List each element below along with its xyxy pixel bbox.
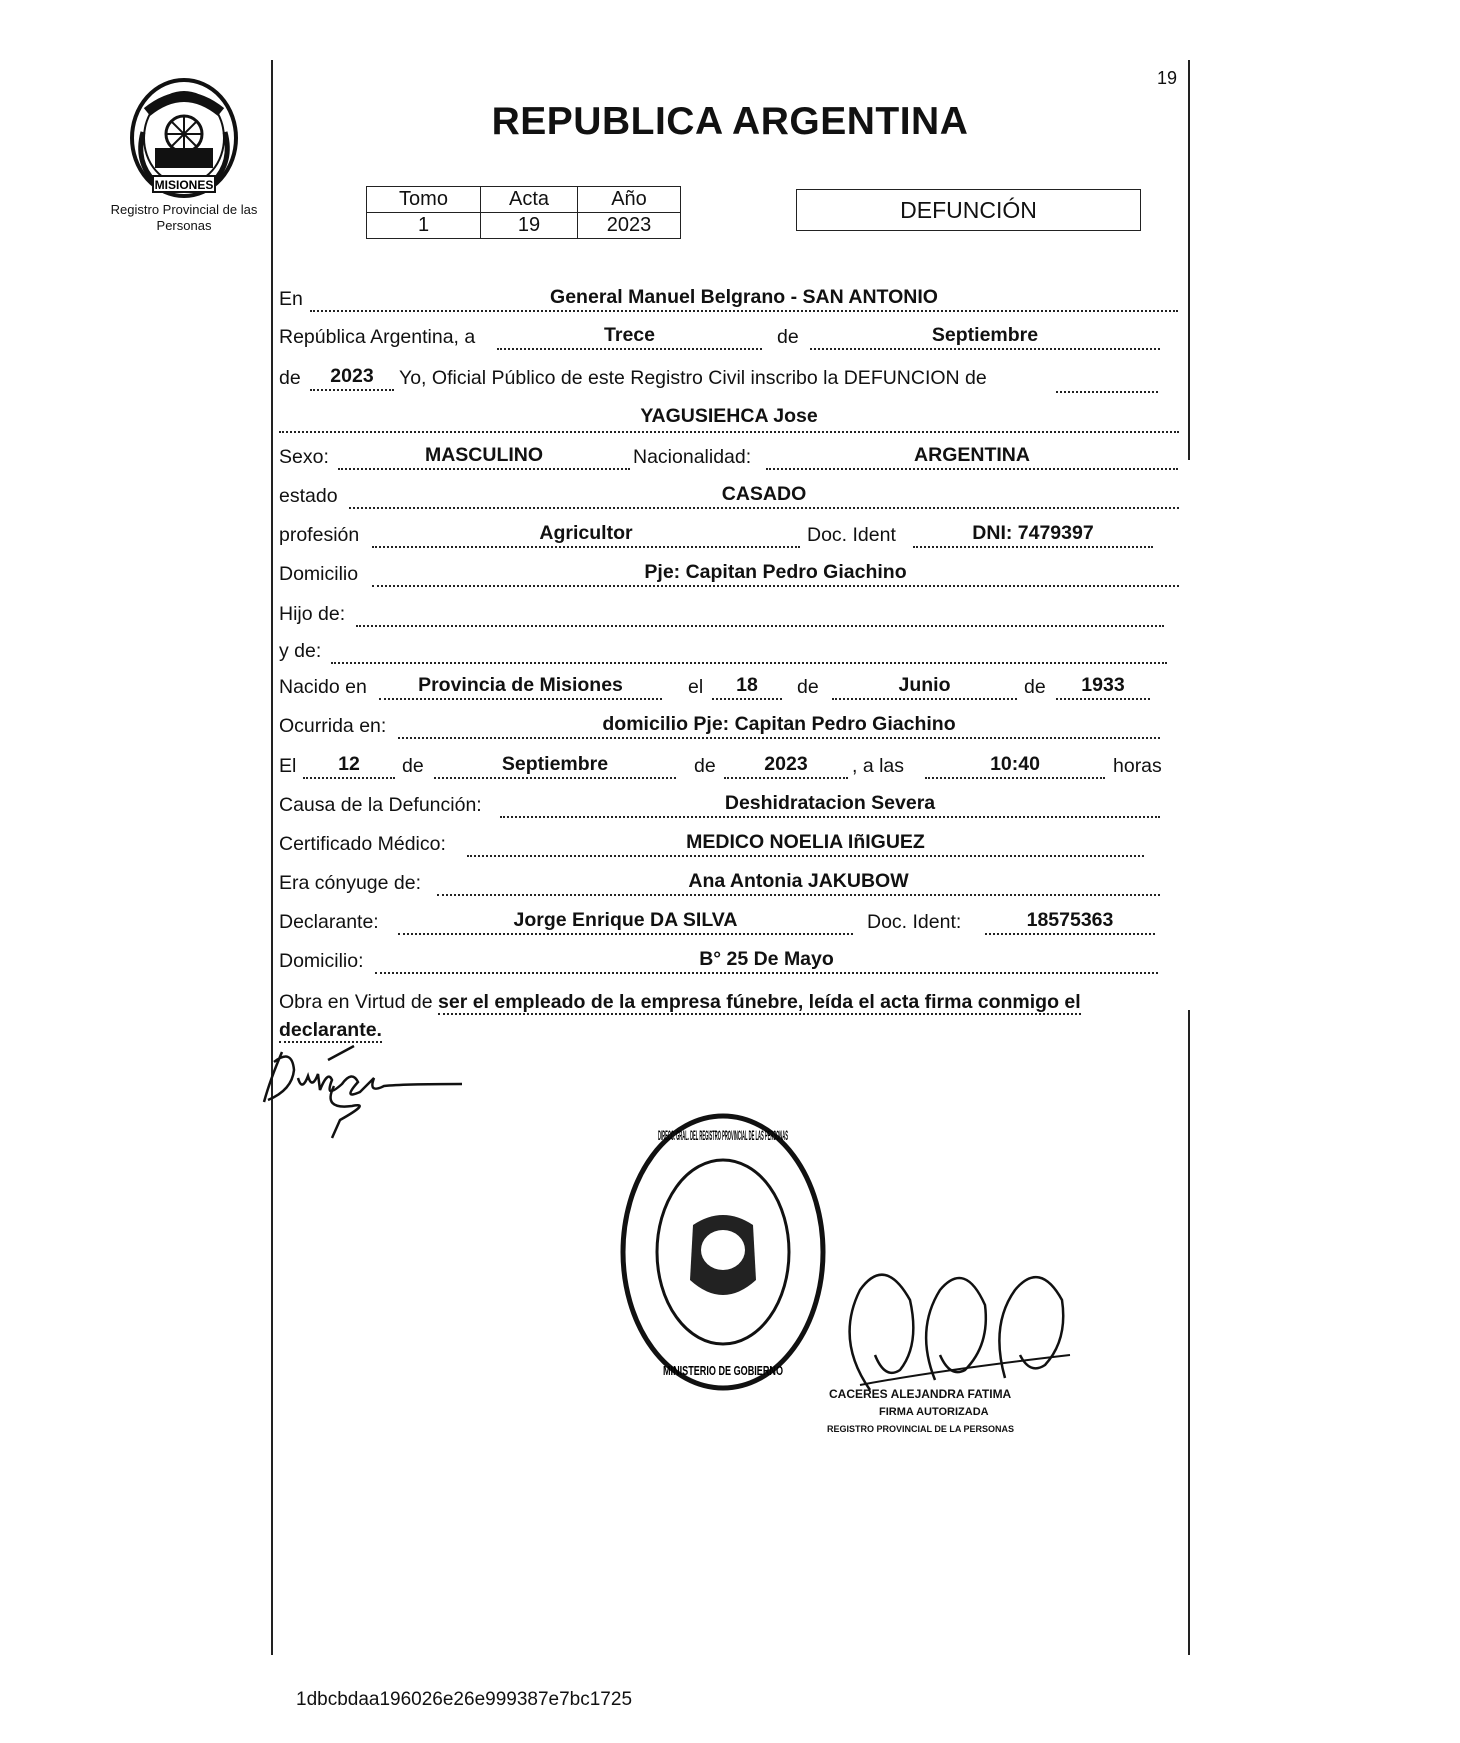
death-day-value: 12 (338, 753, 360, 775)
declarant-address-value: B° 25 De Mayo (699, 948, 834, 970)
document-value: DNI: 7479397 (972, 522, 1094, 544)
acta-header: Acta (481, 187, 578, 213)
place-value: General Manuel Belgrano - SAN ANTONIO (550, 286, 938, 308)
anio-header: Año (578, 187, 681, 213)
label-y-de: y de: (279, 640, 322, 662)
occurred-value: domicilio Pje: Capitan Pedro Giachino (602, 713, 956, 735)
label-republica: República Argentina, a (279, 326, 476, 348)
label-a-las: , a las (852, 755, 905, 777)
oficial-line (1056, 367, 1158, 393)
label-de-month: de (777, 326, 799, 348)
birth-year-value: 1933 (1081, 674, 1125, 696)
label-doc-ident-declarant: Doc. Ident: (867, 911, 962, 933)
right-margin-line-lower (1188, 1010, 1190, 1655)
label-de-year: de (279, 367, 301, 389)
stamp-outer-text: DIRECC. GRAL. DEL REGISTRO PROVINCIAL DE LAS PERSONAS (658, 1127, 788, 1143)
year-value: 2023 (330, 365, 374, 387)
son-of-line (356, 601, 1164, 627)
label-declarante: Declarante: (279, 911, 379, 933)
birth-day-value: 18 (736, 674, 758, 696)
label-doc-ident: Doc. Ident (807, 524, 896, 546)
address-value: Pje: Capitan Pedro Giachino (644, 561, 907, 583)
birth-place-value: Provincia de Misiones (418, 674, 623, 696)
official-office: REGISTRO PROVINCIAL DE LA PERSONAS (827, 1424, 1015, 1434)
label-en: En (279, 288, 303, 310)
label-profesion: profesión (279, 524, 360, 546)
official-role: FIRMA AUTORIZADA (879, 1406, 989, 1418)
cause-value: Deshidratacion Severa (724, 792, 936, 814)
label-de-death-month: de (402, 755, 424, 777)
certificate-value: MEDICO NOELIA IñIGUEZ (686, 831, 925, 853)
record-number-table (366, 186, 681, 239)
stamp-inner-text: MINISTERIO DE GOBIERNO (663, 1363, 783, 1378)
death-year-value: 2023 (764, 753, 808, 775)
label-conyuge: Era cónyuge de: (279, 872, 422, 894)
sex-value: MASCULINO (424, 444, 544, 466)
label-el: el (688, 676, 704, 698)
acta-value: 19 (481, 213, 578, 239)
spouse-value: Ana Antonia JAKUBOW (688, 870, 909, 892)
record-type-box: DEFUNCIÓN (796, 189, 1141, 231)
anio-value: 2023 (578, 213, 681, 239)
label-certificado: Certificado Médico: (279, 833, 446, 855)
logo-label: MISIONES (154, 178, 214, 192)
label-estado: estado (279, 485, 338, 507)
declarant-signature (262, 1040, 467, 1140)
label-sexo: Sexo: (279, 446, 329, 468)
tomo-header: Tomo (367, 187, 481, 213)
death-time-value: 10:40 (990, 753, 1040, 775)
label-oficial: Yo, Oficial Público de este Registro Civil inscribo la DEFUNCION de (399, 367, 987, 389)
label-de-death-year: de (694, 755, 716, 777)
day-value: Trece (604, 324, 655, 346)
civil-status-value: CASADO (721, 483, 807, 505)
label-el-death: El (279, 755, 297, 777)
label-nacido-en: Nacido en (279, 676, 367, 698)
label-horas: horas (1113, 755, 1162, 777)
label-de-birth-month: de (797, 676, 819, 698)
label-obra: Obra en Virtud de (279, 991, 433, 1013)
month-value: Septiembre (931, 324, 1039, 346)
label-hijo-de: Hijo de: (279, 603, 346, 625)
and-of-line (331, 638, 1167, 664)
label-domicilio-declarant: Domicilio: (279, 950, 364, 972)
obra-en-virtud-paragraph (279, 988, 1179, 1044)
official-registry-stamp (618, 1110, 828, 1395)
profession-value: Agricultor (539, 522, 633, 544)
nationality-value: ARGENTINA (914, 444, 1030, 466)
document-hash: 1dbcbdaa196026e26e999387e7bc1725 (296, 1689, 633, 1710)
official-signature (840, 1260, 1080, 1400)
death-month-value: Septiembre (501, 753, 609, 775)
obra-text: ser el empleado de la empresa fúnebre, leída el acta firma conmigo el declarante. (279, 991, 1081, 1041)
page-number: 19 (1157, 68, 1178, 88)
label-domicilio: Domicilio (279, 563, 359, 585)
label-ocurrida-en: Ocurrida en: (279, 715, 387, 737)
declarant-doc-value: 18575363 (1026, 909, 1114, 931)
birth-month-value: Junio (898, 674, 951, 696)
tomo-value: 1 (367, 213, 481, 239)
registry-caption: Registro Provincial de las Personas (110, 202, 258, 233)
official-name: CACERES ALEJANDRA FATIMA (829, 1387, 1012, 1401)
declarant-value: Jorge Enrique DA SILVA (513, 909, 738, 931)
label-causa: Causa de la Defunción: (279, 794, 482, 816)
deceased-name: YAGUSIEHCA Jose (640, 405, 818, 427)
label-de-birth-year: de (1024, 676, 1046, 698)
left-margin-line (271, 60, 273, 1655)
label-nacionalidad: Nacionalidad: (633, 446, 752, 468)
page-title: REPUBLICA ARGENTINA (491, 100, 969, 143)
